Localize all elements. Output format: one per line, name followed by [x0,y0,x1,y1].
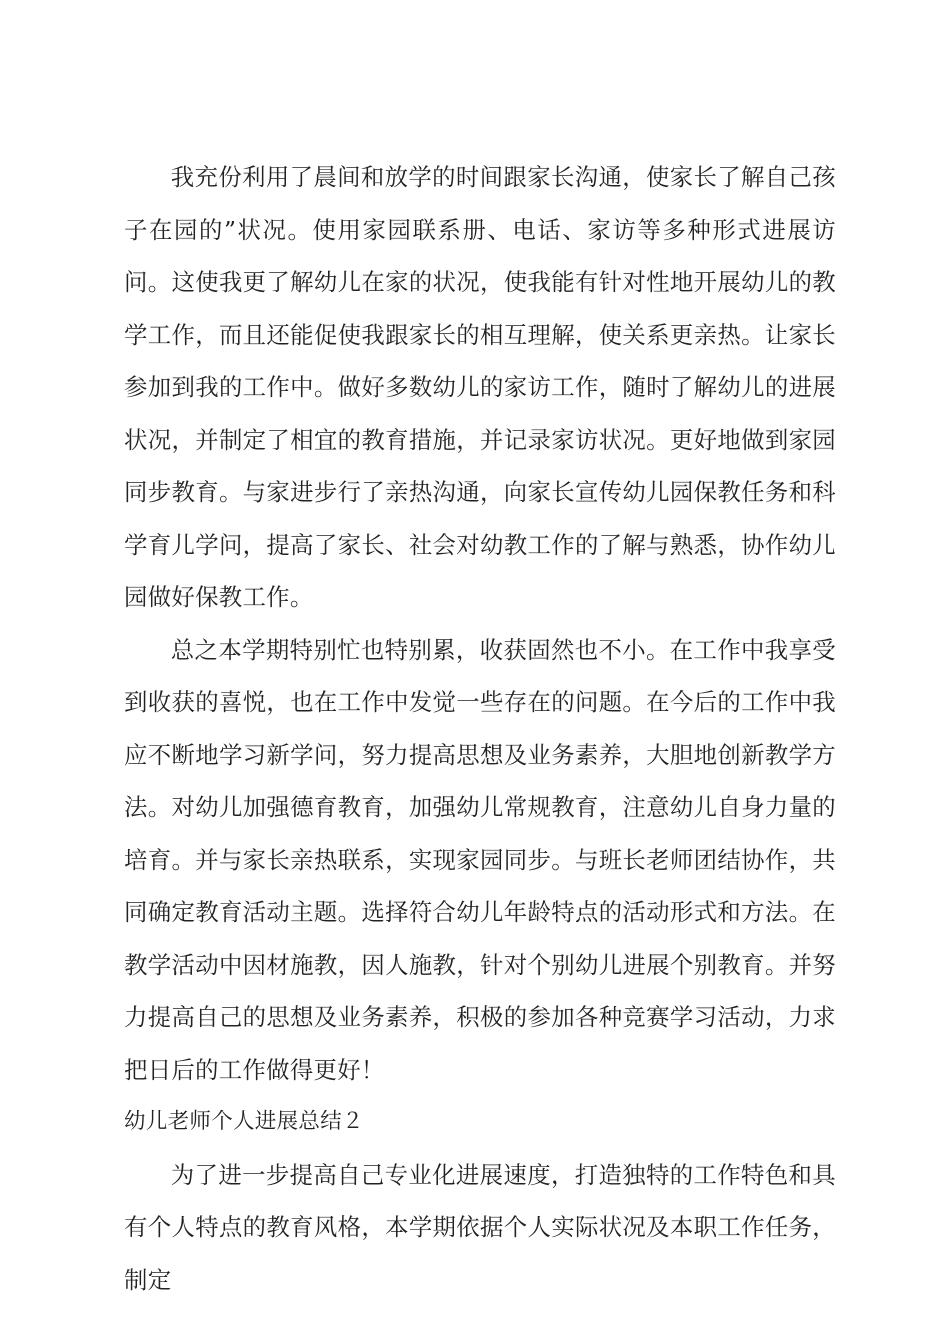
document-body [124,151,836,1306]
paragraph-professional-development: 为了进一步提高自己专业化进展速度，打造独特的工作特色和具有个人特点的教育风格，本学期依据个人实际状况及本职工作任务，制定 [124,1160,836,1294]
section-heading: 幼儿老师个人进展总结２ [124,1109,364,1134]
paragraph-home-communication: 我充份利用了晨间和放学的时间跟家长沟通，使家长了解自己孩子在园的”状况。使用家园联系册、电话、家访等多种形式进展访问。这使我更了解幼儿在家的状况，使我能有针对性地开展幼儿的教学工作，而且还能促使我跟家长的相互理解，使关系更亲热。让家长参加到我的工作中。做好多数幼儿的家访工作，随时了解幼儿的进展状况，并制定了相宜的教育措施，并记录家访状况。更好地做到家园同步教育。与家进步行了亲热沟通，向家长宣传幼儿园保教任务和科学育儿学问，提高了家长、社会对幼教工作的了解与熟悉，协作幼儿园做好保教工作。 [124,163,836,611]
paragraph-semester-summary: 总之本学期特别忙也特别累，收获固然也不小。在工作中我享受到收获的喜悦，也在工作中发觉一些存在的问题。在今后的工作中我应不断地学习新学问，努力提高思想及业务素养，大胆地创新教学方法。对幼儿加强德育教育，加强幼儿常规教育，注意幼儿自身力量的培育。并与家长亲热联系，实现家园同步。与班长老师团结协作，共同确定教育活动主题。选择符合幼儿年龄特点的活动形式和方法。在教学活动中因材施教，因人施教，针对个别幼儿进展个别教育。并努力提高自己的思想及业务素养，积极的参加各种竞赛学习活动，力求把日后的工作做得更好！ [124,635,836,1084]
